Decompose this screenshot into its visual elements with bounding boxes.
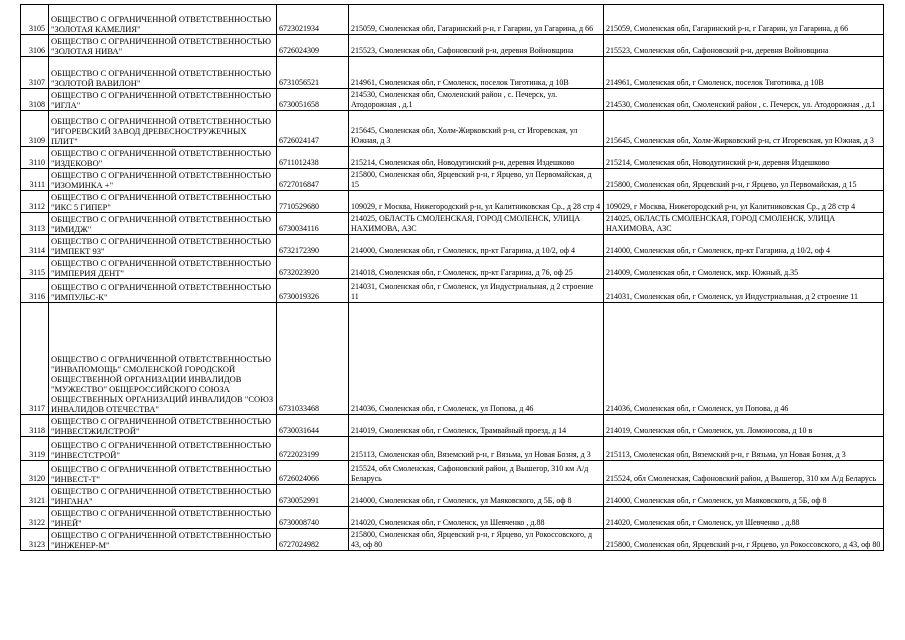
row-number: 3106 <box>21 35 49 57</box>
row-number: 3112 <box>21 191 49 213</box>
table-row <box>21 507 884 529</box>
organization-name: ОБЩЕСТВО С ОГРАНИЧЕННОЙ ОТВЕТСТВЕННОСТЬЮ "ЗОЛОТОЙ ВАВИЛОН" <box>49 57 277 89</box>
organization-name: ОБЩЕСТВО С ОГРАНИЧЕННОЙ ОТВЕТСТВЕННОСТЬЮ "ИЗОМИНКА +" <box>49 169 277 191</box>
legal-address: 214961, Смоленская обл, г Смоленск, поселок Тиготинка, д 10В <box>349 57 604 89</box>
table-row <box>21 529 884 551</box>
inn-cell: 6726024147 <box>277 111 349 147</box>
row-number: 3117 <box>21 303 49 415</box>
registry-table-body <box>21 5 884 551</box>
legal-address: 214000, Смоленская обл, г Смоленск, пр-кт Гагарина, д 10/2, оф 4 <box>349 235 604 257</box>
actual-address: 214031, Смоленская обл, г Смоленск, ул Индустриальная, д 2 строение 11 <box>604 279 884 303</box>
organization-name: ОБЩЕСТВО С ОГРАНИЧЕННОЙ ОТВЕТСТВЕННОСТЬЮ "ИКС 5 ГИПЕР" <box>49 191 277 213</box>
registry-document <box>20 4 883 551</box>
legal-address: 215523, Смоленская обл, Сафоновский р-н, деревня Войновщина <box>349 35 604 57</box>
inn-cell: 6730019326 <box>277 279 349 303</box>
legal-address: 214036, Смоленская обл, г Смоленск, ул Попова, д 46 <box>349 303 604 415</box>
actual-address: 214000, Смоленская обл, г Смоленск, пр-кт Гагарина, д 10/2, оф 4 <box>604 235 884 257</box>
row-number: 3122 <box>21 507 49 529</box>
row-number: 3113 <box>21 213 49 235</box>
table-row <box>21 257 884 279</box>
row-number: 3110 <box>21 147 49 169</box>
actual-address: 215059, Смоленская обл, Гагаринский р-н, г Гагарин, ул Гагарина, д 66 <box>604 5 884 35</box>
legal-address: 214000, Смоленская обл, г Смоленск, ул Маяковского, д 5Б, оф 8 <box>349 485 604 507</box>
table-row <box>21 111 884 147</box>
row-number: 3116 <box>21 279 49 303</box>
legal-address: 214018, Смоленская обл, г Смоленск, пр-кт Гагарина, д 76, оф 25 <box>349 257 604 279</box>
table-row <box>21 147 884 169</box>
organization-name: ОБЩЕСТВО С ОГРАНИЧЕННОЙ ОТВЕТСТВЕННОСТЬЮ "ИНЖЕНЕР-М" <box>49 529 277 551</box>
inn-cell: 6726024309 <box>277 35 349 57</box>
inn-cell: 6727016847 <box>277 169 349 191</box>
table-row <box>21 437 884 461</box>
organization-name: ОБЩЕСТВО С ОГРАНИЧЕННОЙ ОТВЕТСТВЕННОСТЬЮ "ЗОЛОТАЯ КАМЕЛИЯ" <box>49 5 277 35</box>
table-row <box>21 279 884 303</box>
row-number: 3121 <box>21 485 49 507</box>
legal-address: 215800, Смоленская обл, Ярцевский р-н, г Ярцево, ул Первомайская, д 15 <box>349 169 604 191</box>
table-row <box>21 213 884 235</box>
inn-cell: 6731033468 <box>277 303 349 415</box>
organization-name: ОБЩЕСТВО С ОГРАНИЧЕННОЙ ОТВЕТСТВЕННОСТЬЮ "ИМПЕРИЯ ДЕНТ" <box>49 257 277 279</box>
row-number: 3115 <box>21 257 49 279</box>
row-number: 3109 <box>21 111 49 147</box>
row-number: 3107 <box>21 57 49 89</box>
organization-name: ОБЩЕСТВО С ОГРАНИЧЕННОЙ ОТВЕТСТВЕННОСТЬЮ "ИЗДЕКОВО" <box>49 147 277 169</box>
actual-address: 215524, обл Смоленская, Сафоновский район, д Вышегор, 310 км А/д Беларусь <box>604 461 884 485</box>
inn-cell: 6727024982 <box>277 529 349 551</box>
inn-cell: 6722023199 <box>277 437 349 461</box>
legal-address: 109029, г Москва, Нижегородский р-н, ул Калитниковская Ср., д 28 стр 4 <box>349 191 604 213</box>
table-row <box>21 485 884 507</box>
organization-name: ОБЩЕСТВО С ОГРАНИЧЕННОЙ ОТВЕТСТВЕННОСТЬЮ "ЗОЛОТАЯ НИВА" <box>49 35 277 57</box>
inn-cell: 6732172390 <box>277 235 349 257</box>
legal-address: 215645, Смоленская обл, Холм-Жирковский р-н, ст Игоревская, ул Южная, д 3 <box>349 111 604 147</box>
legal-address: 214530, Смоленская обл, Смоленский район , с. Печерск, ул. Атодорожная , д.1 <box>349 89 604 111</box>
inn-cell: 6730052991 <box>277 485 349 507</box>
inn-cell: 7710529680 <box>277 191 349 213</box>
actual-address: 109029, г Москва, Нижегородский р-н, ул Калитниковская Ср., д 28 стр 4 <box>604 191 884 213</box>
actual-address: 215113, Смоленская обл, Вяземский р-н, г Вязьма, ул Новая Бозня, д 3 <box>604 437 884 461</box>
table-row <box>21 169 884 191</box>
organization-name: ОБЩЕСТВО С ОГРАНИЧЕННОЙ ОТВЕТСТВЕННОСТЬЮ "ИНВЕСТ-Т" <box>49 461 277 485</box>
row-number: 3123 <box>21 529 49 551</box>
row-number: 3111 <box>21 169 49 191</box>
organization-name: ОБЩЕСТВО С ОГРАНИЧЕННОЙ ОТВЕТСТВЕННОСТЬЮ "ИМПЕКТ 93" <box>49 235 277 257</box>
row-number: 3108 <box>21 89 49 111</box>
legal-address: 214031, Смоленская обл, г Смоленск, ул Индустриальная, д 2 строение 11 <box>349 279 604 303</box>
organization-name: ОБЩЕСТВО С ОГРАНИЧЕННОЙ ОТВЕТСТВЕННОСТЬЮ "ИНГАНА" <box>49 485 277 507</box>
inn-cell: 6730034116 <box>277 213 349 235</box>
inn-cell: 6730008740 <box>277 507 349 529</box>
table-row <box>21 461 884 485</box>
legal-address: 214025, ОБЛАСТЬ СМОЛЕНСКАЯ, ГОРОД СМОЛЕНСК, УЛИЦА НАХИМОВА, АЗС <box>349 213 604 235</box>
actual-address: 214036, Смоленская обл, г Смоленск, ул Попова, д 46 <box>604 303 884 415</box>
inn-cell: 6726024066 <box>277 461 349 485</box>
legal-address: 215113, Смоленская обл, Вяземский р-н, г Вязьма, ул Новая Бозня, д 3 <box>349 437 604 461</box>
table-row <box>21 35 884 57</box>
actual-address: 214025, ОБЛАСТЬ СМОЛЕНСКАЯ, ГОРОД СМОЛЕНСК, УЛИЦА НАХИМОВА, АЗС <box>604 213 884 235</box>
inn-cell: 6732023920 <box>277 257 349 279</box>
table-row <box>21 415 884 437</box>
legal-address: 215800, Смоленская обл, Ярцевский р-н, г Ярцево, ул Рокоссовского, д 43, оф 80 <box>349 529 604 551</box>
actual-address: 215523, Смоленская обл, Сафоновский р-н, деревня Войновщина <box>604 35 884 57</box>
actual-address: 215645, Смоленская обл, Холм-Жирковский р-н, ст Игоревская, ул Южная, д 3 <box>604 111 884 147</box>
organization-name: ОБЩЕСТВО С ОГРАНИЧЕННОЙ ОТВЕТСТВЕННОСТЬЮ "ИГЛА" <box>49 89 277 111</box>
row-number: 3119 <box>21 437 49 461</box>
actual-address: 215800, Смоленская обл, Ярцевский р-н, г Ярцево, ул Первомайская, д 15 <box>604 169 884 191</box>
organization-name: ОБЩЕСТВО С ОГРАНИЧЕННОЙ ОТВЕТСТВЕННОСТЬЮ "ИГОРЕВСКИЙ ЗАВОД ДРЕВЕСНОСТРУЖЕЧНЫХ ПЛИТ" <box>49 111 277 147</box>
organization-name: ОБЩЕСТВО С ОГРАНИЧЕННОЙ ОТВЕТСТВЕННОСТЬЮ "ИМПУЛЬС-К" <box>49 279 277 303</box>
inn-cell: 6731056521 <box>277 57 349 89</box>
registry-table <box>20 4 884 551</box>
table-row <box>21 57 884 89</box>
organization-name: ОБЩЕСТВО С ОГРАНИЧЕННОЙ ОТВЕТСТВЕННОСТЬЮ "ИНВАПОМОЩЬ" СМОЛЕНСКОЙ ГОРОДСКОЙ ОБЩЕСТВЕННОЙ ОРГАНИЗАЦИИ ИНВАЛИДОВ "МУЖЕСТВО" ОБЩЕРОССИЙСКОГО СОЮЗА ОБЩЕСТВЕННЫХ ОРГАНИЗАЦИЙ ИНВАЛИДОВ "СОЮЗ ИНВАЛИДОВ ОТЕЧЕСТВА" <box>49 303 277 415</box>
inn-cell: 6730051658 <box>277 89 349 111</box>
actual-address: 214961, Смоленская обл, г Смоленск, поселок Тиготинка, д 10В <box>604 57 884 89</box>
row-number: 3114 <box>21 235 49 257</box>
actual-address: 214000, Смоленская обл, г Смоленск, ул Маяковского, д 5Б, оф 8 <box>604 485 884 507</box>
inn-cell: 6723021934 <box>277 5 349 35</box>
table-row <box>21 89 884 111</box>
legal-address: 214019, Смоленская обл, г Смоленск, Трамвайный проезд, д 14 <box>349 415 604 437</box>
organization-name: ОБЩЕСТВО С ОГРАНИЧЕННОЙ ОТВЕТСТВЕННОСТЬЮ "ИМИДЖ" <box>49 213 277 235</box>
legal-address: 215059, Смоленская обл, Гагаринский р-н, г Гагарин, ул Гагарина, д 66 <box>349 5 604 35</box>
legal-address: 215214, Смоленская обл, Новодугинский р-н, деревня Издешково <box>349 147 604 169</box>
table-row <box>21 191 884 213</box>
actual-address: 215214, Смоленская обл, Новодугинский р-н, деревня Издешково <box>604 147 884 169</box>
table-row <box>21 303 884 415</box>
actual-address: 214530, Смоленская обл, Смоленский район , с. Печерск, ул. Атодорожная , д.1 <box>604 89 884 111</box>
table-row <box>21 5 884 35</box>
row-number: 3120 <box>21 461 49 485</box>
actual-address: 215800, Смоленская обл, Ярцевский р-н, г Ярцево, ул Рокоссовского, д 43, оф 80 <box>604 529 884 551</box>
row-number: 3118 <box>21 415 49 437</box>
organization-name: ОБЩЕСТВО С ОГРАНИЧЕННОЙ ОТВЕТСТВЕННОСТЬЮ "ИНВЕСТЖИЛСТРОЙ" <box>49 415 277 437</box>
actual-address: 214019, Смоленская обл, г Смоленск, ул. Ломоносова, д 10 в <box>604 415 884 437</box>
organization-name: ОБЩЕСТВО С ОГРАНИЧЕННОЙ ОТВЕТСТВЕННОСТЬЮ "ИНЕЙ" <box>49 507 277 529</box>
row-number: 3105 <box>21 5 49 35</box>
organization-name: ОБЩЕСТВО С ОГРАНИЧЕННОЙ ОТВЕТСТВЕННОСТЬЮ "ИНВЕСТСТРОЙ" <box>49 437 277 461</box>
actual-address: 214020, Смоленская обл, г Смоленск, ул Шевченко , д.88 <box>604 507 884 529</box>
inn-cell: 6711012438 <box>277 147 349 169</box>
legal-address: 215524, обл Смоленская, Сафоновский район, д Вышегор, 310 км А/д Беларусь <box>349 461 604 485</box>
legal-address: 214020, Смоленская обл, г Смоленск, ул Шевченко , д.88 <box>349 507 604 529</box>
actual-address: 214009, Смоленская обл, г Смоленск, мкр. Южный, д.35 <box>604 257 884 279</box>
inn-cell: 6730031644 <box>277 415 349 437</box>
table-row <box>21 235 884 257</box>
